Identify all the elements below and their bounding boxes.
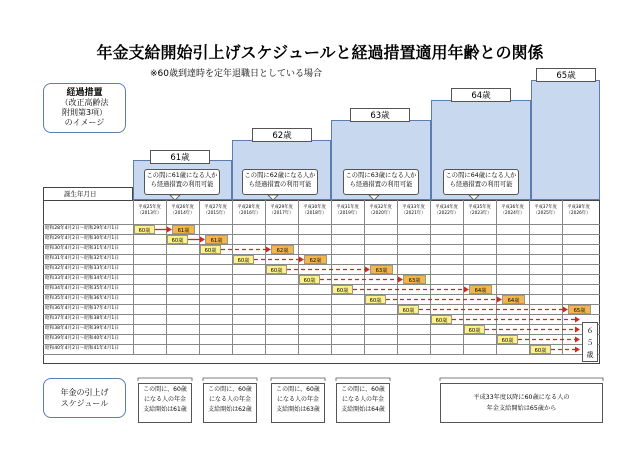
row-label: 昭和37年4月2日～昭和38年4月1日 bbox=[45, 316, 119, 321]
schedule-bracket bbox=[336, 378, 390, 381]
birth-date-header: 誕生年月日 bbox=[43, 187, 133, 200]
schedule-text: この間に、60歳 bbox=[143, 386, 187, 393]
age60-cell: 60歳 bbox=[530, 345, 551, 354]
arrow-head bbox=[575, 337, 580, 343]
row-label: 昭和39年4月2日～昭和40年4月1日 bbox=[45, 336, 119, 341]
final-65-box bbox=[582, 322, 598, 362]
year-text: 平成35年度 bbox=[468, 205, 491, 210]
pension-start-cell: 64歳 bbox=[502, 295, 525, 304]
row-label: 昭和33年4月2日～昭和34年4月1日 bbox=[45, 276, 119, 281]
schedule-text: になる人の年金 bbox=[341, 396, 384, 403]
callout-pointer bbox=[469, 195, 479, 200]
schedule-text: 支給開始は64歳 bbox=[341, 406, 385, 413]
scheme-title: 経過措置 bbox=[66, 88, 103, 98]
year-text: 平成37年度 bbox=[534, 205, 557, 210]
year-text: （2014年） bbox=[170, 211, 195, 216]
year-text: （2026年） bbox=[566, 211, 591, 216]
year-text: 平成25年度 bbox=[138, 205, 161, 210]
arrow-head bbox=[497, 297, 502, 303]
schedule-bracket bbox=[203, 378, 257, 381]
scheme-line2: （改正高齢法 bbox=[60, 98, 109, 107]
scheme-line4: のイメージ bbox=[64, 118, 105, 127]
schedule-text: この間に、60歳 bbox=[341, 386, 385, 393]
year-text: （2023年） bbox=[467, 211, 492, 216]
arrow-head bbox=[575, 327, 580, 333]
schedule-label-line2: スケジュール bbox=[60, 399, 109, 408]
pension-start-cell: 62歳 bbox=[271, 245, 294, 254]
age60-cell: 60歳 bbox=[497, 335, 518, 344]
age60-cell: 60歳 bbox=[398, 305, 419, 314]
callout-64-line1: この間に64歳になる人か bbox=[445, 172, 517, 179]
year-text: （2016年） bbox=[236, 211, 261, 216]
schedule-text: 支給開始は63歳 bbox=[276, 406, 320, 413]
final65-char: ６ bbox=[586, 327, 594, 335]
schedule-text: 年金支給開始は65歳から bbox=[486, 405, 557, 412]
callout-64-line2: ら経過措置の利用可能 bbox=[449, 180, 513, 188]
schedule-text: になる人の年金 bbox=[208, 396, 251, 403]
schedule-text: この間に、60歳 bbox=[276, 386, 320, 393]
year-text: 平成31年度 bbox=[336, 205, 359, 210]
row-label: 昭和35年4月2日～昭和36年4月1日 bbox=[45, 296, 119, 301]
year-text: （2020年） bbox=[368, 211, 393, 216]
schedule-text: になる人の年金 bbox=[143, 396, 186, 403]
arrow-head bbox=[365, 267, 370, 273]
year-text: （2024年） bbox=[500, 211, 525, 216]
schedule-bracket bbox=[440, 378, 603, 381]
callout-pointer bbox=[369, 195, 379, 200]
stair-label-64: 64歳 bbox=[451, 88, 511, 102]
page-title: 年金支給開始引上げスケジュールと経過措置適用年齢との関係 bbox=[96, 43, 544, 62]
row-label: 昭和32年4月2日～昭和33年4月1日 bbox=[45, 266, 119, 271]
final65-char: 歳 bbox=[586, 351, 594, 359]
row-label: 昭和31年4月2日～昭和32年4月1日 bbox=[45, 256, 119, 261]
age60-cell: 60歳 bbox=[365, 295, 386, 304]
pension-start-cell: 63歳 bbox=[370, 265, 393, 274]
pension-start-cell: 62歳 bbox=[304, 255, 327, 264]
schedule-text: 支給開始は62歳 bbox=[208, 406, 252, 413]
year-text: 平成28年度 bbox=[237, 205, 260, 210]
callout-61-line1: この間に61歳になる人か bbox=[146, 172, 218, 179]
pension-start-cell: 61歳 bbox=[172, 225, 195, 234]
row-label: 昭和38年4月2日～昭和39年4月1日 bbox=[45, 326, 119, 331]
callout-62-line2: ら経過措置の利用可能 bbox=[248, 180, 312, 188]
year-text: 平成26年度 bbox=[171, 205, 194, 210]
year-text: （2018年） bbox=[302, 211, 327, 216]
arrow-head bbox=[266, 247, 271, 253]
row-label: 昭和29年4月2日～昭和30年4月1日 bbox=[45, 236, 119, 241]
arrow-head bbox=[575, 317, 580, 323]
year-text: （2022年） bbox=[434, 211, 459, 216]
schedule-64 bbox=[336, 383, 390, 423]
year-text: 平成38年度 bbox=[567, 205, 590, 210]
stair-label-62: 62歳 bbox=[252, 128, 312, 142]
row-label: 昭和40年4月2日～昭和41年4月1日 bbox=[45, 346, 119, 351]
schedule-bracket bbox=[138, 378, 192, 381]
year-text: 平成30年度 bbox=[303, 205, 326, 210]
year-text: 平成36年度 bbox=[501, 205, 524, 210]
final65-char: ５ bbox=[586, 339, 594, 347]
schedule-text: 平成33年度以降に60歳になる人の bbox=[473, 394, 570, 401]
arrow-head bbox=[563, 307, 568, 313]
schedule-65 bbox=[440, 383, 603, 423]
year-text: 平成33年度 bbox=[402, 205, 425, 210]
age60-cell: 60歳 bbox=[299, 275, 320, 284]
schedule-text: 支給開始は61歳 bbox=[143, 406, 187, 413]
year-text: （2025年） bbox=[533, 211, 558, 216]
row-label: 昭和30年4月2日～昭和31年4月1日 bbox=[45, 246, 119, 251]
schedule-62 bbox=[203, 383, 257, 423]
row-label: 昭和28年4月2日～昭和29年4月1日 bbox=[45, 226, 119, 231]
year-text: 平成27年度 bbox=[204, 205, 227, 210]
note-text: ※60歳到達時を定年退職日としている場合 bbox=[150, 69, 322, 79]
pension-start-cell: 61歳 bbox=[205, 235, 228, 244]
callout-pointer bbox=[170, 195, 180, 200]
year-text: 平成29年度 bbox=[270, 205, 293, 210]
year-text: 平成32年度 bbox=[369, 205, 392, 210]
callout-63-line2: ら経過措置の利用可能 bbox=[349, 180, 413, 188]
callout-63-line1: この間に63歳になる人か bbox=[345, 172, 417, 179]
arrow-head bbox=[167, 227, 172, 233]
callout-pointer bbox=[268, 195, 278, 200]
year-text: 平成34年度 bbox=[435, 205, 458, 210]
schedule-text: になる人の年金 bbox=[276, 396, 319, 403]
age60-cell: 60歳 bbox=[464, 325, 485, 334]
schedule-text: この間に、60歳 bbox=[208, 386, 252, 393]
callout-61-line2: ら経過措置の利用可能 bbox=[150, 180, 214, 188]
arrow-head bbox=[398, 277, 403, 283]
year-text: （2015年） bbox=[203, 211, 228, 216]
schedule-label-box bbox=[43, 378, 126, 418]
age60-cell: 60歳 bbox=[200, 245, 221, 254]
age60-cell: 60歳 bbox=[134, 225, 155, 234]
pension-start-cell: 63歳 bbox=[403, 275, 426, 284]
age60-cell: 60歳 bbox=[332, 285, 353, 294]
arrow-head bbox=[299, 257, 304, 263]
age60-cell: 60歳 bbox=[431, 315, 452, 324]
arrow-head bbox=[464, 287, 469, 293]
pension-start-cell: 64歳 bbox=[469, 285, 492, 294]
scheme-line3: 附則第3項） bbox=[61, 108, 108, 117]
callout-62-line1: この間に62歳になる人か bbox=[244, 172, 316, 179]
row-label: 昭和36年4月2日～昭和37年4月1日 bbox=[45, 306, 119, 311]
stair-label-61: 61歳 bbox=[150, 150, 210, 164]
stair-label-65: 65歳 bbox=[536, 68, 596, 82]
arrow-head bbox=[575, 347, 580, 353]
schedule-bracket bbox=[271, 378, 325, 381]
age60-cell: 60歳 bbox=[266, 265, 287, 274]
pension-start-cell: 65歳 bbox=[568, 305, 591, 314]
year-text: （2017年） bbox=[269, 211, 294, 216]
age60-cell: 60歳 bbox=[167, 235, 188, 244]
year-text: （2021年） bbox=[401, 211, 426, 216]
arrow-head bbox=[200, 237, 205, 243]
year-text: （2019年） bbox=[335, 211, 360, 216]
year-text: （2013年） bbox=[137, 211, 162, 216]
schedule-label-line1: 年金の引上げ bbox=[60, 388, 109, 397]
schedule-63 bbox=[271, 383, 325, 423]
stair-label-63: 63歳 bbox=[350, 108, 410, 122]
row-label: 昭和34年4月2日～昭和35年4月1日 bbox=[45, 286, 119, 291]
schedule-61 bbox=[138, 383, 192, 423]
age60-cell: 60歳 bbox=[233, 255, 254, 264]
